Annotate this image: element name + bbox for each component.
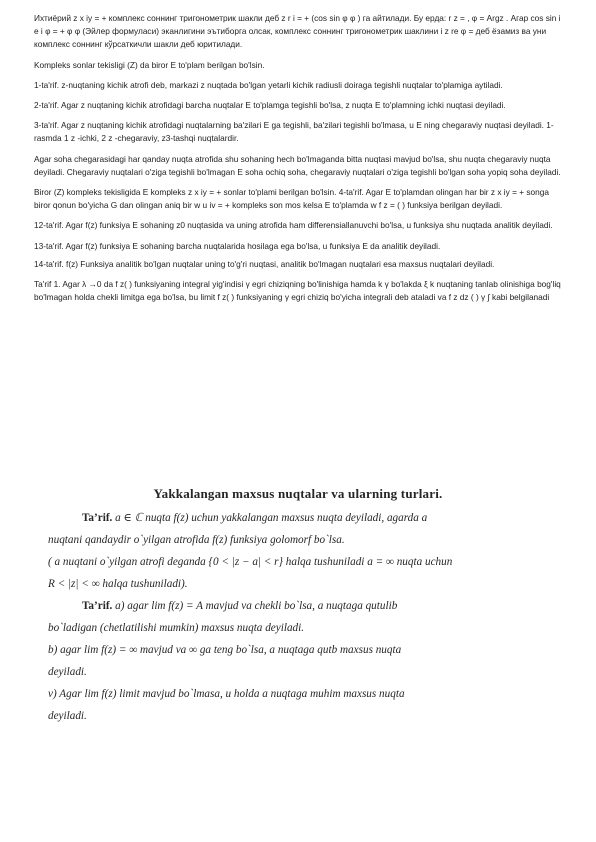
definition-line: nuqtani qandaydir o`yilgan atrofida f(z) funksiya golomorf bo`lsa. <box>48 534 345 546</box>
definition-line <box>48 510 548 526</box>
definition-line: deyiladi. <box>48 710 87 722</box>
section-heading: Yakkalangan maxsus nuqtalar va ularning turlari. <box>153 486 443 501</box>
definition-line: b) agar lim f(z) = ∞ mavjud va ∞ ga teng bo`lsa, a nuqtaga qutb maxsus nuqta <box>48 644 402 656</box>
definition-label: Ta’rif. <box>82 512 113 524</box>
paragraph-definition-2: 2-ta'rif. Agar z nuqtaning kichik atrofidagi barcha nuqtalar E to'plamga tegishli bo'lsa, z nuqta E to'plamning ichki nuqtasi deyiladi. <box>34 100 506 111</box>
paragraph-open-closed-domain: Agar soha chegarasidagi har qanday nuqta atrofida shu sohaning hech bo'lmaganda bitta nuqtasi mavjud bo'lsa, shu nuqta chegaraviy nuqta deyiladi. Chegaraviy nuqtalari o'ziga tegishli bo'lmagan E soha ochiq soha, chegaraviy nuqtalari o'ziga tegishli bo'lgan soha yopiq soha deyiladi. <box>34 153 561 177</box>
paragraph-definition-14: 14-ta'rif. f(z) Funksiya analitik bo'lgan nuqtalar uning to'g'ri nuqtasi, analitik bo'lmagan nuqtalari esa maxsus nuqtalari deyiladi. <box>34 258 495 269</box>
definition-line: bo`ladigan (chetlatilishi mumkin) maxsus nuqta deyiladi. <box>48 622 305 634</box>
definition-line: R < |z| < ∞ halqa tushuniladi). <box>48 578 188 590</box>
scanned-excerpt <box>48 486 548 730</box>
document-text <box>34 12 562 311</box>
definition-line: v) Agar lim f(z) limit mavjud bo`lmasa, u holda a nuqtaga muhim maxsus nuqta <box>48 688 405 700</box>
paragraph-definition-4: Biror (Z) kompleks tekisligida E kompleks z x iy = + sonlar to'plami berilgan bo'lsin. 4-ta'rif. Agar E to'plamdan olingan har bir z x iy = + songa biror qonun bo'yicha G dan olingan aniq bir w u iv = + kompleks son mos kelsa E to'plamda w f z = ( ) funksiya berilgan deyiladi. <box>34 187 549 211</box>
definition-text: a) agar lim f(z) = A mavjud va chekli bo`lsa, a nuqtaga qutulib <box>115 600 398 612</box>
paragraph-integral-definition: Ta'rif 1. Agar λ →0 da f z( ) funksiyaning integral yig'indisi γ egri chiziqning bo'linishiga hamda k γ bo'lakda ξ k nuqtaning tanlab olinishiga bog'liq bo'lmagan holda chekli limitga ega bo'lsa, bu limit f z( ) funksiyaning γ egri chiziq bo'yicha integrali deb ataladi va f z dz ( ) γ ∫ kabi belgilanadi <box>34 279 561 303</box>
paragraph-definition-12: 12-ta'rif. Agar f(z) funksiya E sohaning z0 nuqtasida va uning atrofida ham differensiallanuvchi bo'lsa, u funksiya shu nuqtada analitik deyiladi. <box>34 220 553 231</box>
paragraph-trigonometric-form: Ихтиёрий z x iy = + комплекс соннинг тригонометрик шакли деб z r i = + (cos sin φ φ ) га айтилади. Бу ерда: r z = , φ = Argz . Агар cos sin i e i φ = + φ φ (Эйлер формуласи) эканлигини эътиборга олсак, комплекс соннинг тригонометрик шаклини i z re φ = деб ёзамиз ва уни комплекс соннинг кўрсаткичли шакли деб юритилади. <box>34 13 561 50</box>
paragraph-definition-3: 3-ta'rif. Agar z nuqtaning kichik atrofidagi nuqtalarning ba'zilari E ga tegishli, ba'zilari tegishli bo'lmasa, u E ning chegaraviy nuqtasi deyiladi. 1-rasmda 1 z -ichki, 2 z -chegaraviy, z3-tashqi nuqtalardir. <box>34 120 554 144</box>
definition-line: deyiladi. <box>48 666 87 678</box>
definition-label: Ta’rif. <box>82 600 113 612</box>
definition-line: ( a nuqtani o`yilgan atrofi deganda {0 < |z − a| < r} halqa tushuniladi a = ∞ nuqta uchun <box>48 556 453 568</box>
paragraph-set-given: Kompleks sonlar tekisligi (Z) da biror E to'plam berilgan bo'lsin. <box>34 59 265 70</box>
definition-text: a ∈ ℂ nuqta f(z) uchun yakkalangan maxsus nuqta deyiladi, agarda a <box>115 512 428 524</box>
paragraph-definition-13: 13-ta'rif. Agar f(z) funksiya E sohaning barcha nuqtalarida hosilaga ega bo'lsa, u funksiya E da analitik deyiladi. <box>34 240 441 251</box>
paragraph-definition-1: 1-ta'rif. z-nuqtaning kichik atrofi deb, markazi z nuqtada bo'lgan yetarli kichik radiusli doiraga tegishli nuqtalar to'plamiga aytiladi. <box>34 79 503 90</box>
definition-line <box>48 598 548 614</box>
